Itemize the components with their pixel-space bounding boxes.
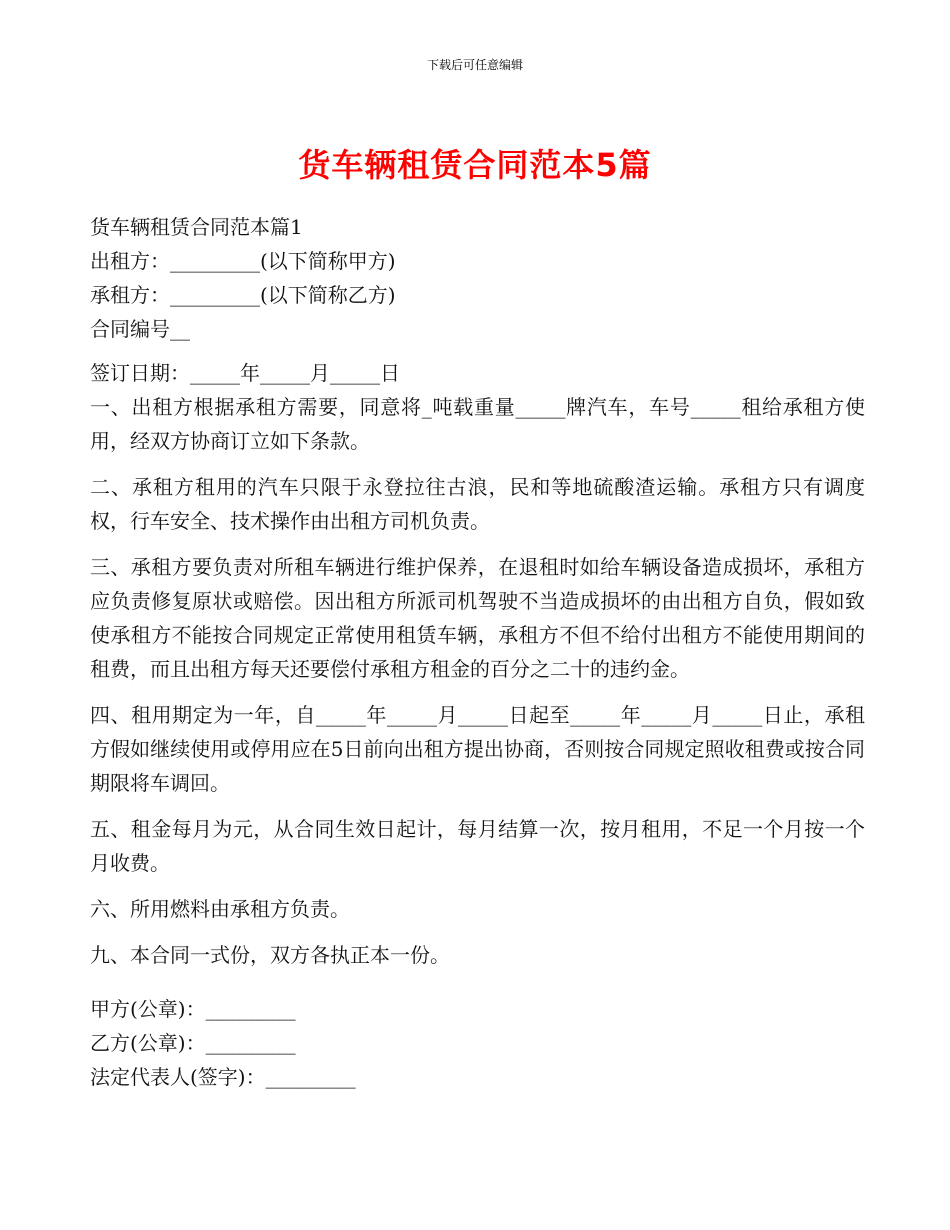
lessor-line: 出租方：_________(以下简称甲方) bbox=[90, 249, 396, 273]
clause-1: 一、出租方根据承租方需要，同意将_吨载重量_____牌汽车，车号_____租给承租方使用，经双方协商订立如下条款。 bbox=[90, 395, 865, 453]
contract-number-line: 合同编号__ bbox=[90, 317, 190, 341]
lessee-line: 承租方：_________(以下简称乙方) bbox=[90, 283, 396, 307]
document-body bbox=[90, 210, 865, 1094]
sign-date-line: 签订日期：_____年_____月_____日 bbox=[90, 361, 400, 385]
clause-2: 二、承租方租用的汽车只限于永登拉往古浪，民和等地硫酸渣运输。承租方只有调度权，行车安全、技术操作由出租方司机负责。 bbox=[90, 475, 865, 533]
party-a-seal-line: 甲方(公章)：_________ bbox=[90, 997, 296, 1021]
clause-6: 六、所用燃料由承租方负责。 bbox=[90, 897, 350, 921]
section-heading: 货车辆租赁合同范本篇1 bbox=[90, 215, 303, 239]
clause-5: 五、租金每月为元，从合同生效日起计，每月结算一次，按月租用，不足一个月按一个月收费。 bbox=[90, 817, 865, 875]
clause-4: 四、租用期定为一年，自_____年_____月_____日起至_____年_____月_____日止，承租方假如继续使用或停用应在5日前向出租方提出协商，否则按合同规定照收租费或按合同期限将车调回。 bbox=[90, 703, 865, 795]
header-note: 下载后可任意编辑 bbox=[426, 58, 523, 72]
legal-rep-signature-line: 法定代表人(签字)：_________ bbox=[90, 1065, 356, 1089]
party-b-seal-line: 乙方(公章)：_________ bbox=[90, 1031, 296, 1055]
clause-3: 三、承租方要负责对所租车辆进行维护保养，在退租时如给车辆设备造成损坏，承租方应负责修复原状或赔偿。因出租方所派司机驾驶不当造成损坏的由出租方自负，假如致使承租方不能按合同规定正常使用租赁车辆，承租方不但不给付出租方不能使用期间的租费，而且出租方每天还要偿付承租方租金的百分之二十的违约金。 bbox=[90, 555, 865, 681]
clause-9: 九、本合同一式份，双方各执正本一份。 bbox=[90, 943, 450, 967]
signature-block bbox=[90, 992, 865, 1094]
document-title: 货车辆租赁合同范本5篇 bbox=[298, 146, 652, 184]
